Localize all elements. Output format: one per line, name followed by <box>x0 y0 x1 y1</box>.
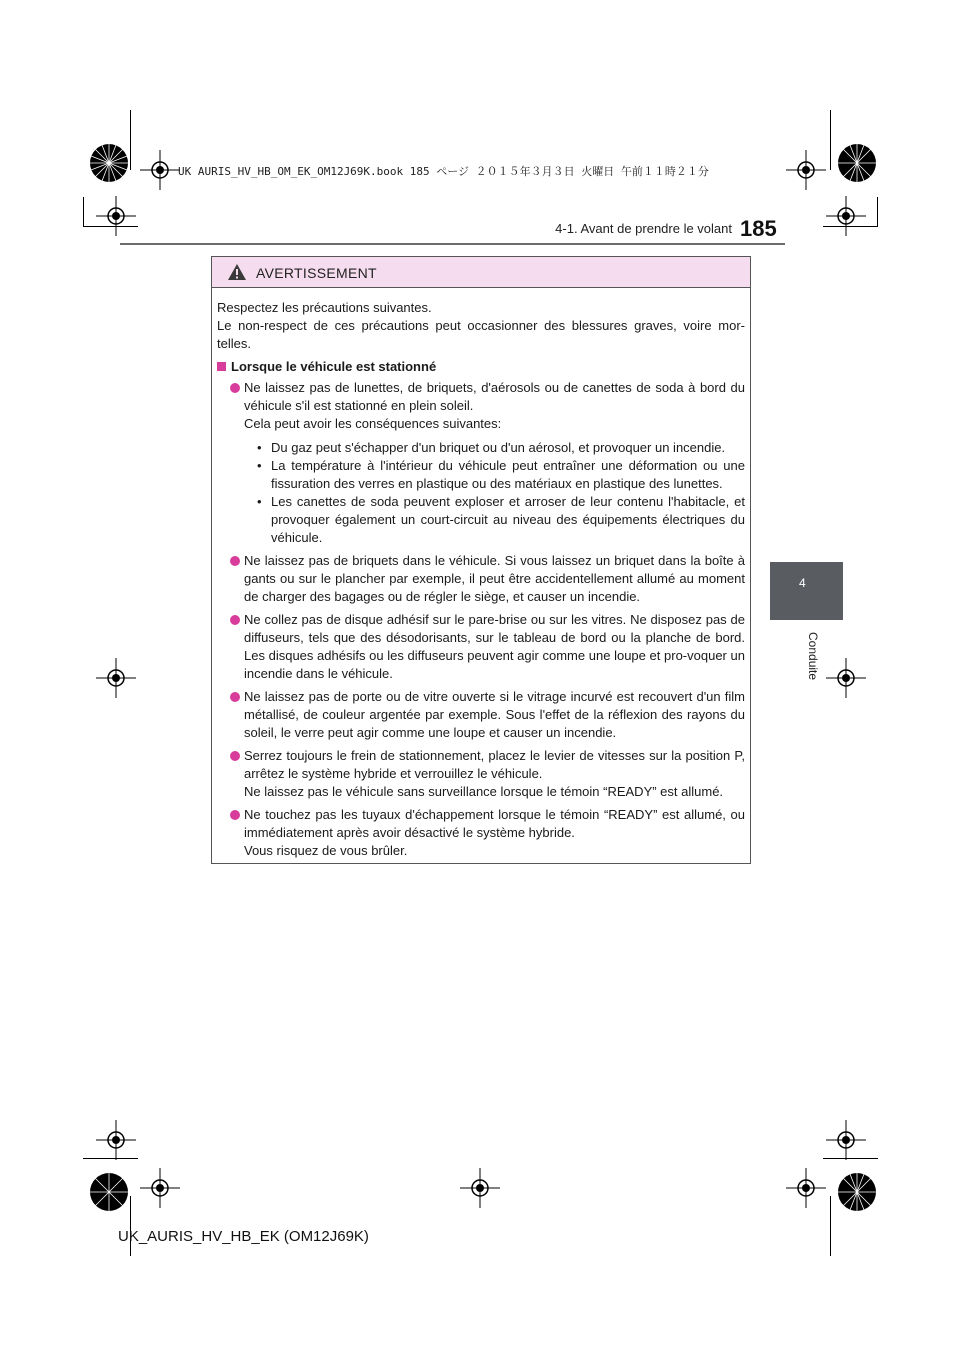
warning-box <box>211 256 751 864</box>
page-number: 185 <box>740 216 777 241</box>
sub-list-text: La température à l'intérieur du véhicule peut entraîner une déformation ou une fissuration des verres en plastique ou des matériaux en plastique des lunettes. <box>271 458 745 491</box>
circle-bullet-icon <box>230 692 240 702</box>
intro-line-2: Le non-respect de ces précautions peut occasionner des blessures graves, voire mor-telles. <box>217 318 745 351</box>
sub-list-text: Du gaz peut s'échapper d'un briquet ou d'un aérosol, et provoquer un incendie. <box>271 440 726 455</box>
list-item <box>217 747 745 801</box>
bullet-text: Ne laissez pas le véhicule sans surveillance lorsque le témoin “READY” est allumé. <box>244 784 724 799</box>
circle-bullet-icon <box>230 556 240 566</box>
crop-line <box>877 197 878 227</box>
bullet-text: Vous risquez de vous brûler. <box>244 843 408 858</box>
crop-line <box>830 110 831 170</box>
rosette-mark-bottom-left <box>89 1172 129 1212</box>
rosette-mark-bottom-right <box>837 1172 877 1212</box>
intro-line-1: Respectez les précautions suivantes. <box>217 300 432 315</box>
circle-bullet-icon <box>230 383 240 393</box>
section-title: 4-1. Avant de prendre le volant <box>555 221 732 236</box>
list-item <box>217 379 745 547</box>
crosshair-mark-7 <box>96 1120 136 1160</box>
warning-body <box>217 299 745 865</box>
chapter-label: Conduite <box>806 632 820 681</box>
bullet-text: Ne laissez pas de briquets dans le véhicule. Si vous laissez un briquet dans la boîte à gants ou sur le plancher par exemple, il peut être accidentellement allumé au moment de charger des bagages ou de régler le siège, et causer un incendie. <box>244 553 745 604</box>
crosshair-mark-9 <box>140 1168 180 1208</box>
crop-line <box>830 1196 831 1256</box>
subheading-text: Lorsque le véhicule est stationné <box>231 359 437 374</box>
chapter-number: 4 <box>799 576 806 590</box>
crop-line <box>83 197 84 227</box>
crop-line <box>823 1158 878 1159</box>
bullet-text: Cela peut avoir les conséquences suivantes: <box>244 416 502 431</box>
crosshair-mark-3 <box>96 196 136 236</box>
crop-line <box>130 1196 131 1256</box>
crop-line <box>130 110 131 170</box>
circle-bullet-icon <box>230 615 240 625</box>
list-item <box>217 688 745 742</box>
bullet-text: Ne laissez pas de porte ou de vitre ouverte si le vitrage incurvé est recouvert d'un film métallisé, de couleur argentée par exemple. Sous l'effet de la réflexion des rayons du soleil, le verre peut agir comme une loupe et causer un incendie. <box>244 689 745 740</box>
dot-marker-icon: • <box>257 494 262 509</box>
bullet-text: Ne touchez pas les tuyaux d'échappement lorsque le témoin “READY” est allumé, ou immédiatement après avoir désactivé le système hybride. <box>244 807 745 840</box>
header-rule <box>120 243 785 245</box>
crop-line <box>83 226 138 227</box>
list-item <box>217 806 745 860</box>
rosette-mark-top-left <box>89 143 129 183</box>
sub-list-text: Les canettes de soda peuvent exploser et arroser de leur contenu l'habitacle, et provoquer également un court-circuit au niveau des équipements électriques du véhicule. <box>271 494 745 545</box>
book-info-line: UK AURIS_HV_HB_OM_EK_OM12J69K.book 185 ページ ２０１５年３月３日 火曜日 午前１１時２１分 <box>178 165 709 178</box>
warning-header <box>212 257 750 288</box>
sub-list-item <box>244 439 745 457</box>
bullet-text: Ne laissez pas de lunettes, de briquets, d'aérosols ou de canettes de soda à bord du véhicule s'il est stationné en plein soleil. <box>244 380 745 413</box>
sub-list <box>244 439 745 547</box>
crop-line <box>83 1158 138 1159</box>
crosshair-mark-6 <box>826 658 866 698</box>
crop-line <box>823 226 878 227</box>
list-item <box>217 552 745 606</box>
circle-bullet-icon <box>230 810 240 820</box>
list-item <box>217 611 745 683</box>
crosshair-mark-10 <box>460 1168 500 1208</box>
crosshair-mark-8 <box>826 1120 866 1160</box>
sub-list-item <box>244 493 745 547</box>
bullet-text: Serrez toujours le frein de stationnement, placez le levier de vitesses sur la position P, arrêtez le système hybride et verrouillez le véhicule. <box>244 748 745 781</box>
crosshair-mark-1 <box>140 150 180 190</box>
crosshair-mark-4 <box>826 196 866 236</box>
subheading <box>217 358 745 376</box>
crosshair-mark-11 <box>786 1168 826 1208</box>
bullet-text: Ne collez pas de disque adhésif sur le pare-brise ou sur les vitres. Ne disposez pas de diffuseurs, tels que des désodorisants, sur le tableau de bord ou la planche de bord. Les disques adhésifs ou les diffuseurs peuvent agir comme une loupe et pro-voquer un incendie dans le véhicule. <box>244 612 745 681</box>
square-bullet-icon <box>217 362 226 371</box>
crosshair-mark-2 <box>786 150 826 190</box>
rosette-mark-top-right <box>837 143 877 183</box>
chapter-tab <box>770 562 843 620</box>
sub-list-item <box>244 457 745 493</box>
dot-marker-icon: • <box>257 458 262 473</box>
circle-bullet-icon <box>230 751 240 761</box>
crosshair-mark-5 <box>96 658 136 698</box>
document-code: UK_AURIS_HV_HB_EK (OM12J69K) <box>118 1228 369 1245</box>
dot-marker-icon: • <box>257 440 262 455</box>
warning-title: AVERTISSEMENT <box>256 265 377 281</box>
warning-triangle-icon <box>227 263 247 281</box>
